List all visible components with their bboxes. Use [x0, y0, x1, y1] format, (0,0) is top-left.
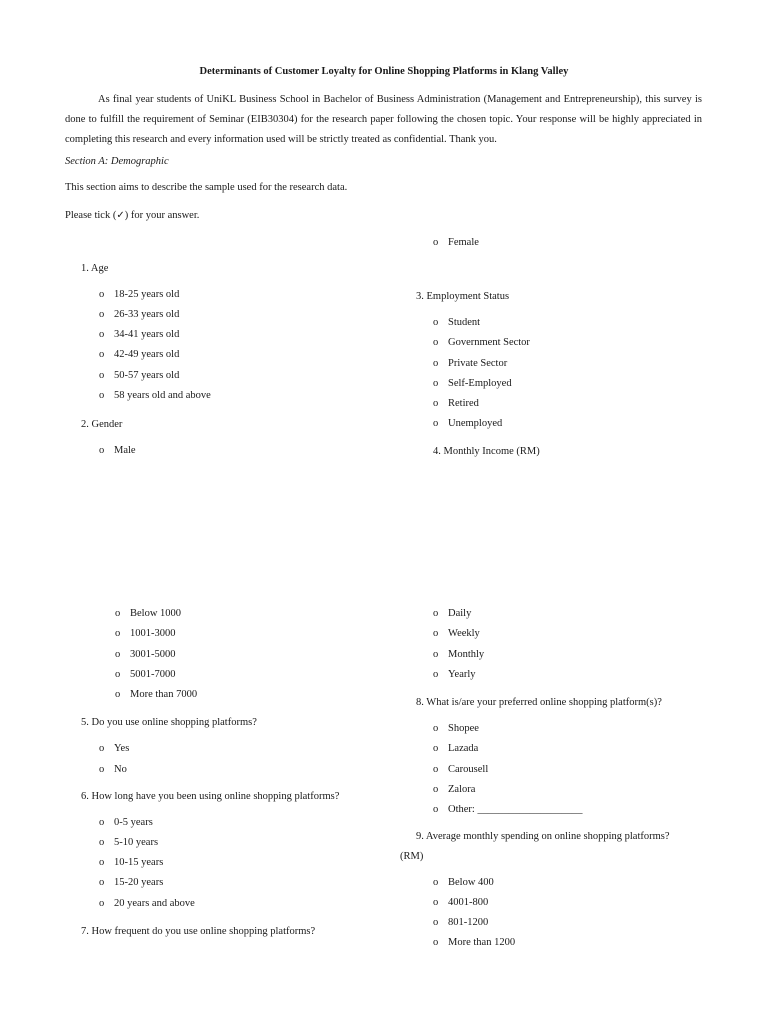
bullet-icon: o [99, 857, 105, 868]
q9-label-line2: (RM) [400, 851, 424, 862]
bullet-icon: o [115, 628, 121, 639]
bullet-icon: o [99, 877, 105, 888]
bullet-icon: o [433, 743, 439, 754]
radio-option[interactable]: o 15-20 years [99, 877, 164, 888]
bullet-icon: o [433, 378, 439, 389]
q9-label-line1: 9. Average monthly spending on online shopping platforms? [416, 831, 670, 842]
checkmark-icon: ✓ [116, 210, 125, 221]
checkbox-option[interactable]: o Shopee [433, 723, 479, 734]
q1-label: 1. Age [81, 263, 109, 274]
bullet-icon: o [433, 337, 439, 348]
bullet-icon: o [433, 398, 439, 409]
intro-paragraph [65, 90, 702, 150]
radio-option[interactable]: o 50-57 years old [99, 370, 180, 381]
tick-instruction: Please tick (✓) for your answer. [65, 210, 200, 221]
bullet-icon: o [433, 649, 439, 660]
bullet-icon: o [99, 837, 105, 848]
checkbox-option[interactable]: o Lazada [433, 743, 479, 754]
checkbox-option[interactable]: o Carousell [433, 764, 489, 775]
radio-option[interactable]: o 1001-3000 [115, 628, 176, 639]
bullet-icon: o [433, 897, 439, 908]
radio-option[interactable]: o Below 400 [433, 877, 494, 888]
radio-option[interactable]: o 10-15 years [99, 857, 164, 868]
bullet-icon: o [433, 669, 439, 680]
q6-label: 6. How long have you been using online shopping platforms? [81, 791, 340, 802]
bullet-icon: o [115, 649, 121, 660]
bullet-icon: o [433, 764, 439, 775]
radio-option[interactable]: o Self-Employed [433, 378, 512, 389]
bullet-icon: o [99, 349, 105, 360]
radio-option[interactable]: o Monthly [433, 649, 485, 660]
radio-option[interactable]: o More than 1200 [433, 937, 516, 948]
q4-label: 4. Monthly Income (RM) [433, 446, 540, 457]
checkbox-option[interactable]: o Zalora [433, 784, 476, 795]
radio-option[interactable]: o No [99, 764, 127, 775]
bullet-icon: o [99, 764, 105, 775]
bullet-icon: o [433, 418, 439, 429]
bullet-icon: o [99, 390, 105, 401]
bullet-icon: o [433, 608, 439, 619]
radio-option[interactable]: o 5-10 years [99, 837, 159, 848]
radio-option[interactable]: o 0-5 years [99, 817, 153, 828]
document-title: Determinants of Customer Loyalty for Online Shopping Platforms in Klang Valley [199, 66, 569, 77]
bullet-icon: o [433, 723, 439, 734]
bullet-icon: o [433, 877, 439, 888]
bullet-icon: o [433, 804, 439, 815]
radio-option[interactable]: o 4001-800 [433, 897, 489, 908]
radio-option[interactable]: o 58 years old and above [99, 390, 211, 401]
bullet-icon: o [433, 237, 439, 248]
bullet-icon: o [115, 608, 121, 619]
radio-option[interactable]: o Yearly [433, 669, 476, 680]
radio-option[interactable]: o 20 years and above [99, 898, 195, 909]
bullet-icon: o [115, 669, 121, 680]
q3-label: 3. Employment Status [416, 291, 510, 302]
bullet-icon: o [433, 784, 439, 795]
bullet-icon: o [99, 329, 105, 340]
radio-option[interactable]: o 42-49 years old [99, 349, 180, 360]
bullet-icon: o [99, 370, 105, 381]
section-description: This section aims to describe the sample used for the research data. [65, 182, 348, 193]
radio-option[interactable]: o Unemployed [433, 418, 503, 429]
bullet-icon: o [433, 628, 439, 639]
bullet-icon: o [115, 689, 121, 700]
radio-option[interactable]: o Government Sector [433, 337, 530, 348]
radio-option[interactable]: o 5001-7000 [115, 669, 176, 680]
q2-label: 2. Gender [81, 419, 123, 430]
bullet-icon: o [433, 937, 439, 948]
checkbox-option-other[interactable]: o Other: ____________________ [433, 804, 583, 815]
radio-option[interactable]: o 34-41 years old [99, 329, 180, 340]
radio-option[interactable]: o 26-33 years old [99, 309, 180, 320]
bullet-icon: o [433, 317, 439, 328]
bullet-icon: o [433, 917, 439, 928]
radio-option[interactable]: o More than 7000 [115, 689, 198, 700]
intro-text: As final year students of UniKL Business School in Bachelor of Business Administration (Management and Entrepreneurship), this survey is done to fulfill the requirement of Seminar (EIB30304) for the research paper following the chosen topic. Your response will be highly appreciated in completing this research and every information used will be strictly treated as confidential. Thank you. [65, 94, 702, 145]
bullet-icon: o [99, 817, 105, 828]
bullet-icon: o [99, 898, 105, 909]
bullet-icon: o [99, 289, 105, 300]
radio-option[interactable]: o Retired [433, 398, 479, 409]
radio-option[interactable]: o 3001-5000 [115, 649, 176, 660]
q5-label: 5. Do you use online shopping platforms? [81, 717, 257, 728]
radio-option[interactable]: o 18-25 years old [99, 289, 180, 300]
section-a-heading: Section A: Demographic [65, 156, 169, 167]
bullet-icon: o [433, 358, 439, 369]
q8-label: 8. What is/are your preferred online shopping platform(s)? [416, 697, 662, 708]
radio-option[interactable]: o Yes [99, 743, 130, 754]
radio-option[interactable]: o 801-1200 [433, 917, 489, 928]
radio-option[interactable]: o Below 1000 [115, 608, 182, 619]
bullet-icon: o [99, 743, 105, 754]
bullet-icon: o [99, 445, 105, 456]
radio-option[interactable]: o Daily [433, 608, 472, 619]
radio-option[interactable]: o Male [99, 445, 136, 456]
q7-label: 7. How frequent do you use online shopping platforms? [81, 926, 316, 937]
bullet-icon: o [99, 309, 105, 320]
radio-option[interactable]: o Private Sector [433, 358, 508, 369]
radio-option[interactable]: o Female [433, 237, 479, 248]
radio-option[interactable]: o Student [433, 317, 481, 328]
radio-option[interactable]: o Weekly [433, 628, 480, 639]
